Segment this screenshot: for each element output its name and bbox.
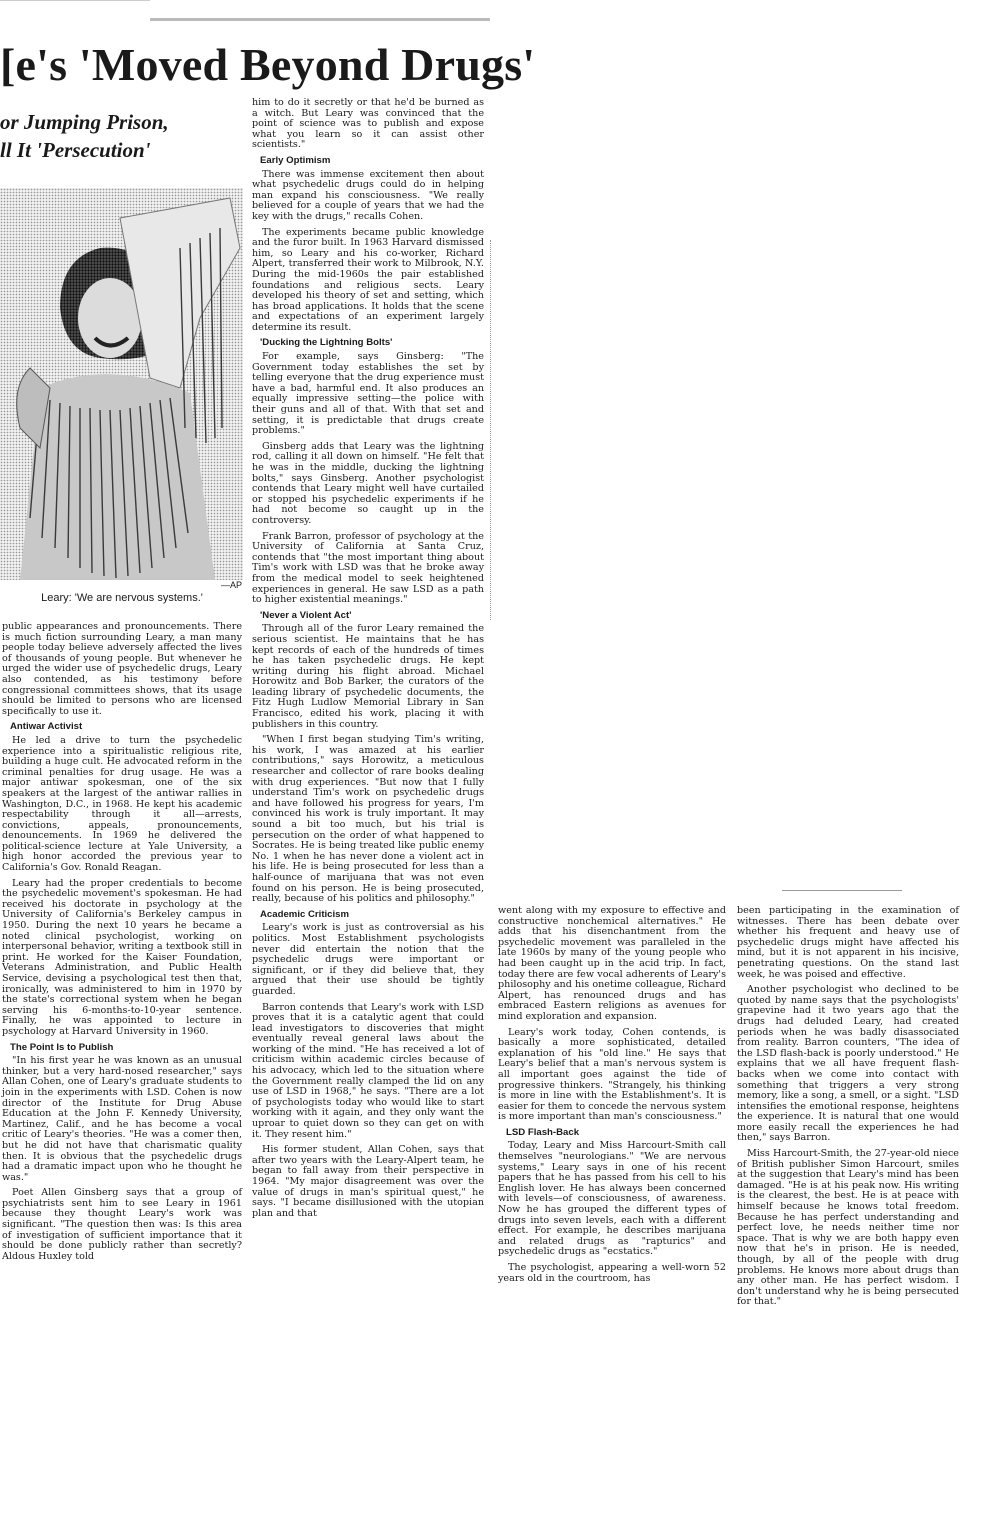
paragraph: Poet Allen Ginsberg says that a group of psychiatrists sent him to see Leary in 1961 because they thought Leary's work was significant. "The question then was: Is this area of investigation of sufficient importance that it should be done publicly rather than secretly? Aldous Huxley told	[2, 1187, 242, 1262]
column-3	[498, 906, 726, 1289]
column-divider	[490, 240, 491, 620]
section-heading: 'Never a Violent Act'	[260, 609, 352, 621]
photo-caption: Leary: 'We are nervous systems.'	[41, 592, 203, 604]
paragraph: Today, Leary and Miss Harcourt-Smith call themselves "neurologians." "We are nervous systems," Leary says in one of his recent papers that he has passed from his cell to his English lover. He has always been concerned with levels—of consciousness, of awareness. Now he has grouped the different types of drugs into seven levels, each with a different effect. For example, he describes marijuana and related drugs as "rapturics" and psychedelic drugs as "ecstatics."	[498, 1140, 726, 1258]
paragraph: him to do it secretly or that he'd be burned as a witch. But Leary was convinced that the point of science was to publish and expose what you learn so it can assist other scientists."	[252, 97, 484, 151]
paragraph: Barron contends that Leary's work with LSD proves that it is a catalytic agent that could lead investigators to discoveries that might eventually reveal general laws about the working of the mind. "He has received a lot of criticism within academic circles because of his advocacy, which led to the situation where the Government really clamped the lid on any use of LSD in 1968," he says. "There are a lot of psychologists today who would like to start working with it again, and they only want the uproar to quiet down so they can get on with it. They resent him."	[252, 1001, 484, 1140]
paragraph: Ginsberg adds that Leary was the lightning rod, calling it all down on himself. "He felt that he was in the middle, ducking the lightning bolts," says Ginsberg. Another psychologist contends that Leary might well have curtailed or stopped his psychedelic experiments if he had not become so caught up in the controversy.	[252, 440, 484, 526]
section-heading: LSD Flash-Back	[506, 1126, 580, 1138]
paragraph: His former student, Allan Cohen, says that after two years with the Leary-Alpert team, he began to fall away from their perspective in 1964. "My major disagreement was over the value of drugs in man's spiritual quest," he says. "I became disillusioned with the utopian plan and that	[252, 1144, 484, 1219]
paragraph: Frank Barron, professor of psychology at the University of California at Santa Cruz, contends that "the most important thing about Tim's work with LSD was that he broke away from the medical model to seek heightened experiences in general. He saw LSD as a path to higher existential meanings."	[252, 530, 484, 606]
headline: [e's 'Moved Beyond Drugs'	[0, 39, 536, 90]
section-heading: 'Ducking the Lightning Bolts'	[260, 337, 393, 349]
corner-rule	[0, 0, 150, 1]
paragraph: Through all of the furor Leary remained the serious scientist. He maintains that he has kept records of each of the hundreds of times he has taken psychedelic drugs. He kept writing during his flight abroad. Michael Horowitz and Bob Barker, the curators of the leading library of psychedelic documents, the Fitz Hugh Ludlow Memorial Library in San Francisco, edited his work, placing it with publishers in this country.	[252, 623, 484, 730]
section-rule	[782, 890, 902, 891]
section-heading: Antiwar Activist	[10, 721, 83, 733]
paragraph: Another psychologist who declined to be quoted by name says that the psychologists' grapevine had it two years ago that the drugs had deluded Leary, had created periods when he was badly disassociated from reality. Barron counters, "The idea of the LSD flash-back is poorly understood." He explains that we all have frequent flash-backs when we come into contact with something that triggers a very strong memory, like a song, a smell, or a sight. "LSD intensifies the emotional response, heightens the experience. It is natural that one would more easily recall the experiences he had then," says Barron.	[737, 984, 959, 1144]
paragraph: Leary's work today, Cohen contends, is basically a more sophisticated, detailed explanation of his "old line." He says that Leary's belief that a man's nervous system is all important goes against the tide of progressive thinkers. "Strangely, his thinking is more in line with the Establishment's. It is easier for them to concede the nervous system is more important than man's consciousness."	[498, 1026, 726, 1123]
paragraph: Leary had the proper credentials to become the psychedelic movement's spokesman. He had received his doctorate in psychology at the University of California's Berkeley campus in 1950. During the next 10 years he became a noted clinical psychologist, working on interpersonal behavior, writing a textbook still in print. He worked for the Kaiser Foundation, Veterans Administration, and Public Health Service, devising a psychological test then that, ironically, was administered to him in 1970 by the state's correctional system when he began serving his 6-months-to-10-year sentence. Finally, he was appointed to lecture in psychology at Harvard University in 1960.	[2, 877, 242, 1037]
paragraph: There was immense excitement then about what psychedelic drugs could do in helping man expand his consciousness. "We really believed for a couple of years that we had the key with the drugs," recalls Cohen.	[252, 168, 484, 222]
column-4	[737, 906, 959, 1313]
top-rule	[150, 18, 490, 21]
photo-leary	[0, 188, 243, 580]
paragraph: He led a drive to turn the psychedelic experience into a spiritualistic religious rite, building a huge cult. He advocated reform in the criminal penalties for drug usage. He was a major antiwar spokesman, one of the six speakers at the largest of the antiwar rallies in Washington, D.C., in 1968. He kept his academic respectability through it all—arrests, convictions, appeals, pronouncements, denouncements. In 1969 he delivered the political-science lecture at Yale University, a high honor accorded the previous year to California's Gov. Ronald Reagan.	[2, 734, 242, 874]
subheadline-1: or Jumping Prison,	[0, 110, 169, 134]
paragraph: The psychologist, appearing a well-worn 52 years old in the courtroom, has	[498, 1262, 726, 1284]
subheadline-2: ll It 'Persecution'	[0, 138, 151, 162]
paragraph: been participating in the examination of witnesses. There has been debate over whether his frequent and heavy use of psychedelic drugs might have affected his mind, but it is not apparent in his incisive, penetrating questions. On the stand last week, he was poised and effective.	[737, 905, 959, 980]
paragraph: "When I first began studying Tim's writing, his work, I was amazed at his earlier contributions," says Horowitz, a meticulous researcher and collector of rare books dealing with drug experiences. "But now that I fully understand Tim's work on psychedelic drugs and have followed his progress for years, I'm convinced his work is truly important. It may sound a bit too much, but his trial is persecution on the order of what happened to Socrates. He is being treated like public enemy No. 1 when he has never done a violent act in his life. He is being prosecuted for less than a half-ounce of marijuana that was not even found on his person. He is being prosecuted, really, because of his politics and philosophy."	[252, 734, 484, 905]
paragraph: Miss Harcourt-Smith, the 27-year-old niece of British publisher Simon Harcourt, smiles at the suggestion that Leary's mind has been damaged. "He is at his peak now. His writing is the clearest, the best. He is at peace with himself because he knows total freedom. Because he has perfect understanding and perfect love, he needs neither time nor space. That is why we are both happy even now that he's in prison. He is needed, though, by all of the people with drug problems. He knows more about drugs than any other man. He has perfect wisdom. I don't understand why he is being persecuted for that."	[737, 1148, 959, 1308]
section-heading: Academic Criticism	[260, 908, 350, 920]
photo-credit: —AP	[220, 580, 242, 590]
column-1	[2, 622, 242, 1267]
paragraph: The experiments became public knowledge and the furor built. In 1963 Harvard dismissed him, so Leary and his co-worker, Richard Alpert, transferred their work to Milbrook, N.Y. During the mid-1960s the pair established foundations and religious sects. Leary developed his theory of set and setting, which has broad applications. It holds that the scene and expectations of an experiment largely determine its result.	[252, 226, 484, 333]
section-heading: The Point Is to Publish	[10, 1041, 114, 1053]
paragraph: went along with my exposure to effective and constructive nonchemical alternatives." He adds that his disenchantment from the psychedelic movement was paralleled in the late 1960s by many of the young people who had been caught up in the acid trip. In fact, today there are few vocal adherents of Leary's philosophy and his onetime colleague, Richard Alpert, has renounced drugs and has embraced Eastern religions as avenues for mind exploration and expansion.	[498, 905, 726, 1022]
column-2	[252, 98, 484, 1224]
paragraph: For example, says Ginsberg: "The Government today establishes the set by telling everyone that the drug experience must have a bad, harmful end. It also produces an equally impressive setting—the police with their guns and all of that. With that set and setting, it is predictable that drugs create problems."	[252, 351, 484, 437]
paragraph: Leary's work is just as controversial as his politics. Most Establishment psychologists never did entertain the notion that the psychedelic drugs were important or significant, or if they did believe that, they argued that their use should be tightly guarded.	[252, 922, 484, 997]
paragraph: public appearances and pronouncements. There is much fiction surrounding Leary, a man many people today believe adversely affected the lives of thousands of young people. But whenever he urged the wider use of psychedelic drugs, Leary also contended, as his testimony before congressional committees shows, that its usage should be limited to persons who are licensed specifically to use it.	[2, 621, 242, 717]
section-heading: Early Optimism	[260, 154, 331, 166]
paragraph: "In his first year he was known as an unusual thinker, but a very hard-nosed researcher," says Allan Cohen, one of Leary's graduate students to join in the experiments with LSD. Cohen is now director of the Institute for Drug Abuse Education at the John F. Kennedy University, Martinez, Calif., and he has become a vocal critic of Leary's theories. "He was a comer then, but he did not have that charismatic quality then. It is obvious that the psychedelic drugs had a dramatic impact upon who he thought he was."	[2, 1055, 242, 1183]
